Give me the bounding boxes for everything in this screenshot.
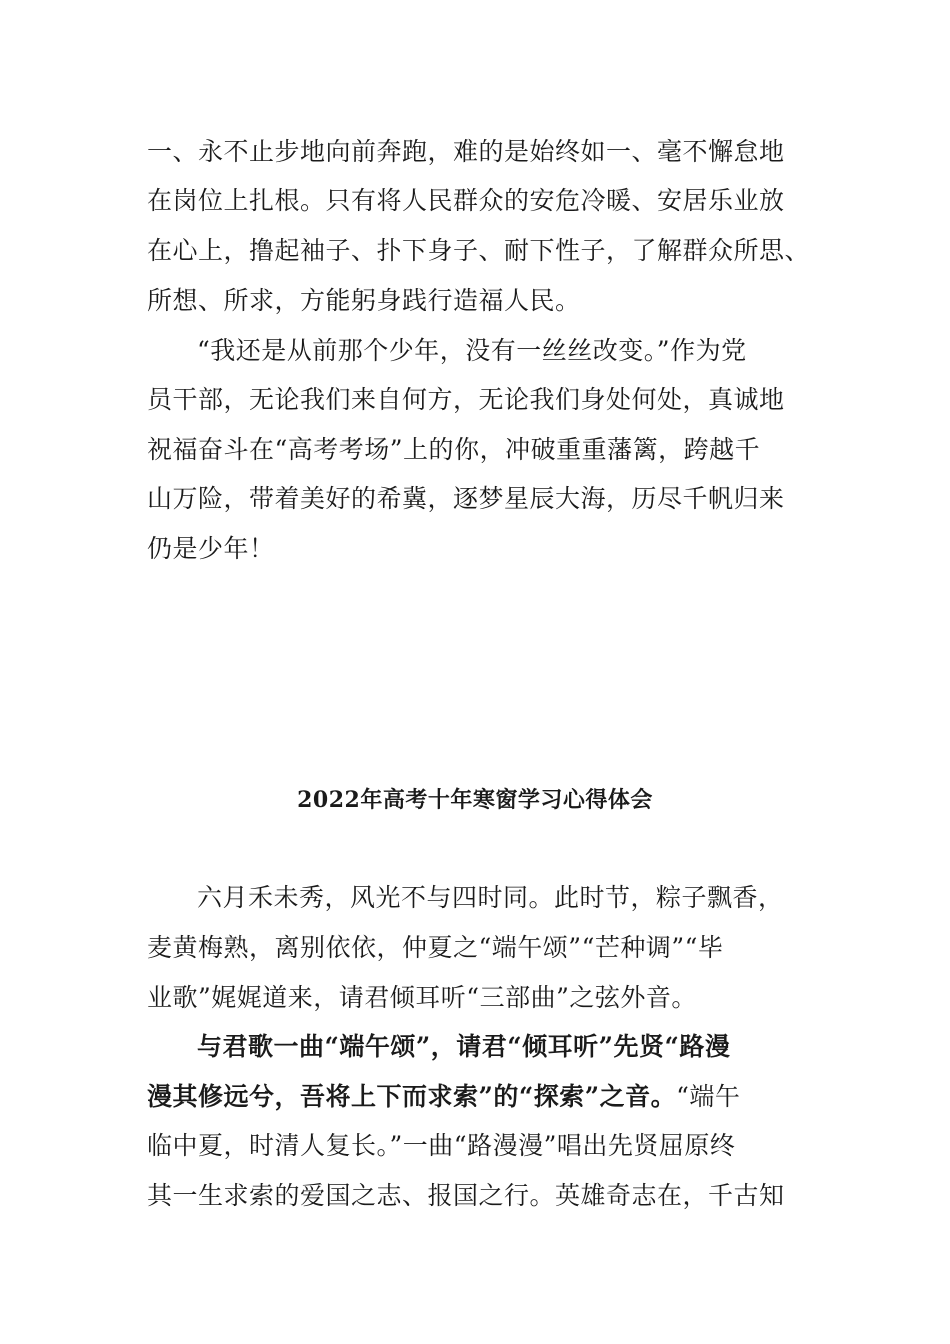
body-text-line: 其一生求索的爱国之志、报国之行。英雄奇志在，千古知 — [147, 1181, 785, 1210]
body-text-line: 员干部，无论我们来自何方，无论我们身处何处，真诚地 — [147, 385, 785, 414]
body-text-line: 在心上，撸起袖子、扑下身子、耐下性子，了解群众所思、 — [147, 236, 811, 265]
body-text-line: 一、永不止步地向前奔跑，难的是始终如一、毫不懈怠地 — [147, 137, 785, 166]
body-text-line: “我还是从前那个少年，没有一丝丝改变。”作为党 — [197, 336, 747, 365]
bold-text-segment: 漫其修远兮，吾将上下而求索”的“探索”之音。 — [147, 1082, 677, 1111]
body-text-segment: “端午 — [676, 1082, 741, 1111]
body-text-line: 仍是少年！ — [147, 534, 275, 563]
body-text-line: 祝福奋斗在“高考考场”上的你，冲破重重藩篱，跨越千 — [147, 435, 761, 464]
body-text-line: 在岗位上扎根。只有将人民群众的安危冷暖、安居乐业放 — [147, 186, 785, 215]
body-text-line: 临中夏，时清人复长。”一曲“路漫漫”唱出先贤屈原终 — [147, 1131, 736, 1160]
body-text-line: 业歌”娓娓道来，请君倾耳听“三部曲”之弦外音。 — [147, 983, 697, 1012]
body-text-line: 所想、所求，方能躬身践行造福人民。 — [147, 286, 581, 315]
body-text-line — [147, 1082, 740, 1112]
body-text-line: 麦黄梅熟，离别依依，仲夏之“端午颂”“芒种调”“毕 — [147, 933, 724, 962]
body-text-line: 山万险，带着美好的希冀，逐梦星辰大海，历尽千帆归来 — [147, 484, 785, 513]
bold-text-line: 与君歌一曲“端午颂”，请君“倾耳听”先贤“路漫 — [197, 1032, 731, 1061]
article-title: 2022年高考十年寒窗学习心得体会 — [297, 787, 653, 813]
body-text-line: 六月禾未秀，风光不与四时同。此时节，粽子飘香， — [197, 883, 784, 912]
